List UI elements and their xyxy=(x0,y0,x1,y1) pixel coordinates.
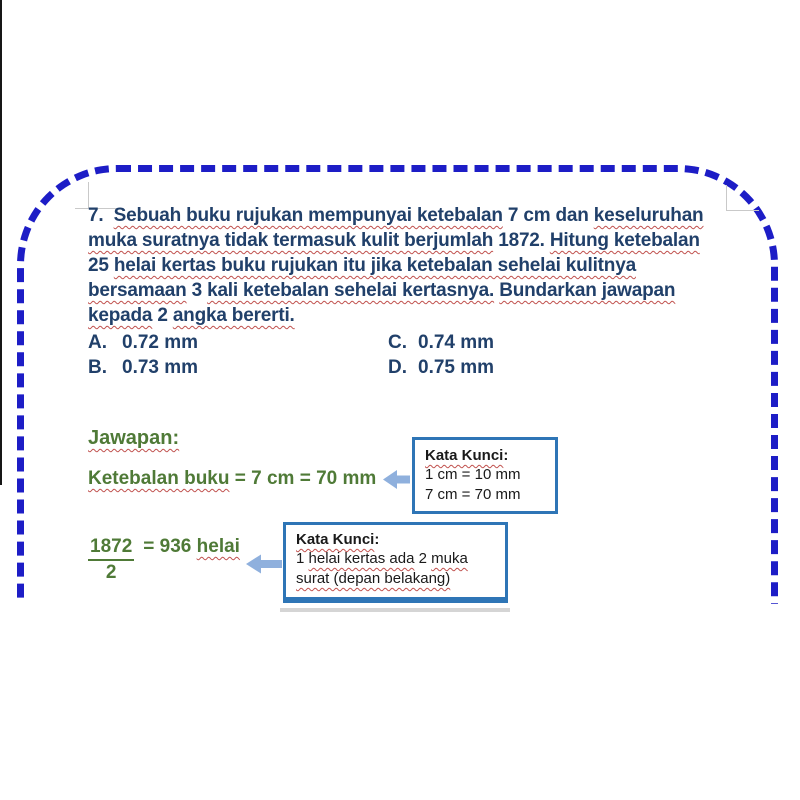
text-segment: surat (depan belakang) xyxy=(296,570,451,587)
text-segment: keseluruhan xyxy=(593,205,704,226)
working-line-fraction xyxy=(88,536,240,584)
text-segment: Kata Kunci xyxy=(296,531,375,548)
text-segment: muka suratnya tidak termasuk kulit berjumlah xyxy=(88,230,494,251)
option-letter: A. xyxy=(88,332,107,353)
option-value: 0.73 mm xyxy=(122,357,199,378)
key-words-line: 7 cm = 70 mm xyxy=(425,486,521,503)
option-b xyxy=(88,355,388,380)
text-segment: angka bererti. xyxy=(172,305,295,326)
text-segment: : xyxy=(374,531,380,548)
text-segment: 3 xyxy=(186,280,208,301)
text-segment: helai kertas buku rujukan itu jika ketebalan sehelai kulitnya xyxy=(113,255,636,276)
text-segment: 7 cm dan xyxy=(502,205,594,226)
cropped-blue-rule xyxy=(283,600,508,603)
text-segment: Sebuah buku rujukan mempunyai ketebalan xyxy=(113,205,503,226)
question-line xyxy=(88,203,738,228)
option-value: 0.74 mm xyxy=(418,332,495,353)
key-words-title xyxy=(296,530,497,549)
option-value: 0.75 mm xyxy=(418,357,495,378)
option-letter: C. xyxy=(388,332,407,353)
text-segment: 1872. xyxy=(493,230,550,251)
text-segment: : xyxy=(503,447,509,464)
text-segment: 25 xyxy=(88,255,114,276)
text-segment: = 936 xyxy=(143,536,197,557)
cropped-gray-rule xyxy=(280,608,510,612)
text-segment: Kata Kunci xyxy=(425,447,504,464)
fraction-result xyxy=(143,536,240,557)
arrow-left-icon xyxy=(383,469,410,490)
text-segment: Hitung ketebalan xyxy=(549,230,700,251)
working-line-thickness xyxy=(88,468,376,490)
key-words-line: 1 cm = 10 mm xyxy=(425,466,521,483)
text-segment: 2 xyxy=(152,305,173,326)
arrow-left-icon xyxy=(246,553,282,575)
key-words-title xyxy=(425,446,547,465)
option-c xyxy=(388,330,688,355)
option-d xyxy=(388,355,688,380)
question-line xyxy=(88,303,738,328)
options-row xyxy=(88,330,688,355)
text-segment: Ketebalan buku xyxy=(88,468,230,489)
option-letter: D. xyxy=(388,357,407,378)
fraction-numerator: 1872 xyxy=(88,536,134,561)
key-words-line xyxy=(296,569,497,589)
key-words-box-2 xyxy=(283,522,508,600)
fraction xyxy=(88,536,134,584)
answer-heading: Jawapan: xyxy=(88,427,180,449)
text-segment: Bundarkan jawapan xyxy=(499,280,676,301)
option-value: 0.72 mm xyxy=(122,332,199,353)
text-segment: helai xyxy=(196,536,240,557)
page-crop-edge-line xyxy=(0,0,2,485)
text-segment: kali ketebalan sehelai kertasnya. xyxy=(207,280,495,301)
text-segment: kepada xyxy=(88,305,153,326)
text-segment: = 7 cm = 70 mm xyxy=(229,468,377,489)
text-segment: 1 xyxy=(296,550,309,567)
answer-options xyxy=(88,330,688,380)
text-segment: bersamaan xyxy=(88,280,187,301)
question-line xyxy=(88,278,738,303)
question-line xyxy=(88,253,738,278)
fraction-denominator: 2 xyxy=(105,562,117,583)
text-segment: 7. xyxy=(88,205,114,226)
text-segment: helai kertas ada xyxy=(308,550,415,567)
options-row xyxy=(88,355,688,380)
text-segment: muka xyxy=(431,550,468,567)
text-segment: 2 xyxy=(414,550,432,567)
key-words-box-1 xyxy=(412,437,558,514)
option-letter: B. xyxy=(88,357,107,378)
key-words-line xyxy=(296,549,497,569)
question-text xyxy=(88,203,738,328)
option-a xyxy=(88,330,388,355)
question-line xyxy=(88,228,738,253)
